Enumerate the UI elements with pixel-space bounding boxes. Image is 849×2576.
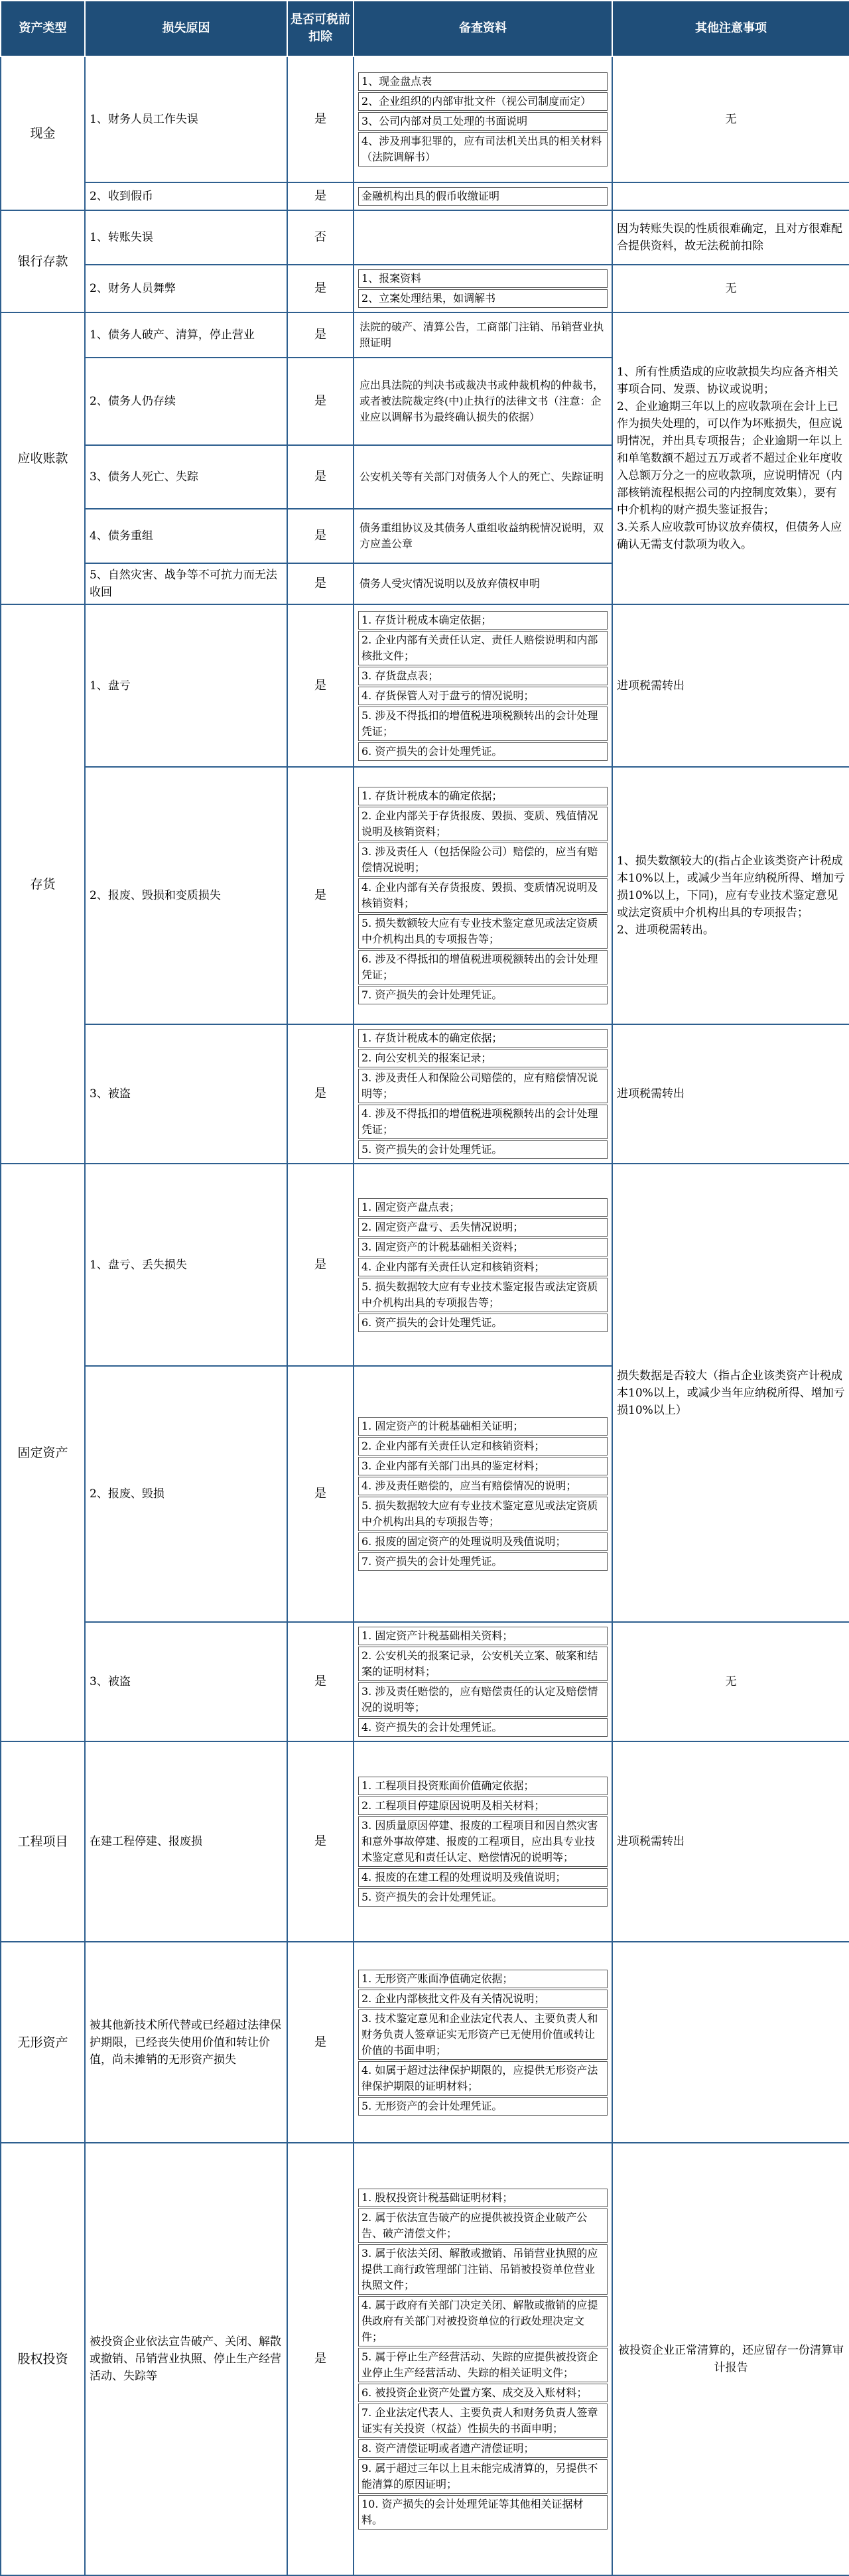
document-list xyxy=(354,2143,612,2575)
document-item: 6. 涉及不得抵扣的增值税进项税额转出的会计处理凭证； xyxy=(358,950,608,984)
table-row xyxy=(1,1942,849,2143)
deductible-flag: 是 xyxy=(287,767,354,1024)
note-cell: 1、损失数额较大的(指占企业该类资产计税成本10%以上，或减少当年应纳税所得、增加亏损10%以上，下同)，应有专业技术鉴定意见或法定资质中介机构出具的专项报告； 2、进项税需转出。 xyxy=(612,767,849,1024)
document-item: 1. 工程项目投资账面价值确定依据； xyxy=(358,1777,608,1795)
category-intangible: 无形资产 xyxy=(1,1942,85,2143)
document-list xyxy=(354,182,612,210)
table-row xyxy=(1,767,849,1024)
deductible-flag: 是 xyxy=(287,1942,354,2143)
document-text: 应出具法院的判决书或裁决书或仲裁机构的仲裁书，或者被法院裁定终(中)止执行的法律文书（注意：企业应以调解书为最终确认损失的依据） xyxy=(354,358,612,445)
document-item: 7. 资产损失的会计处理凭证。 xyxy=(358,1552,608,1571)
loss-reason: 2、收到假币 xyxy=(85,182,287,210)
document-item: 6. 报废的固定资产的处理说明及残值说明； xyxy=(358,1532,608,1551)
document-item: 2. 企业内部有关责任认定和核销资料； xyxy=(358,1437,608,1456)
document-list xyxy=(354,1942,612,2143)
document-item: 1. 无形资产账面净值确定依据； xyxy=(358,1970,608,1988)
document-item: 金融机构出具的假币收缴证明 xyxy=(358,187,608,206)
document-item: 4、涉及刑事犯罪的，应有司法机关出具的相关材料（法院调解书） xyxy=(358,132,608,167)
document-item: 1、报案资料 xyxy=(358,269,608,288)
category-cash: 现金 xyxy=(1,56,85,210)
document-item: 3. 涉及责任人（包括保险公司）赔偿的，应当有赔偿情况说明； xyxy=(358,843,608,877)
deductible-flag: 是 xyxy=(287,1164,354,1366)
note-cell: 无 xyxy=(612,265,849,312)
table-row xyxy=(1,265,849,312)
document-item: 3. 属于依法关闭、解散或撤销、吊销营业执照的应提供工商行政管理部门注销、吊销被投资单位营业执照文件； xyxy=(358,2244,608,2295)
loss-reason: 3、债务人死亡、失踪 xyxy=(85,445,287,509)
deductible-flag: 是 xyxy=(287,265,354,312)
table-row xyxy=(1,1741,849,1942)
note-cell: 进项税需转出 xyxy=(612,1741,849,1942)
loss-reason: 1、债务人破产、清算，停止营业 xyxy=(85,312,287,358)
header-documents: 备查资料 xyxy=(354,1,612,56)
document-item: 2. 企业内部关于存货报废、毁损、变质、残值情况说明及核销资料； xyxy=(358,807,608,841)
document-list xyxy=(354,1622,612,1741)
document-item: 7. 企业法定代表人、主要负责人和财务负责人签章证实有关投资（权益）性损失的书面申明； xyxy=(358,2404,608,2438)
deductible-flag: 是 xyxy=(287,358,354,445)
document-item: 2. 属于依法宣告破产的应提供被投资企业破产公告、破产清偿文件； xyxy=(358,2208,608,2243)
document-item: 3. 企业内部有关部门出具的鉴定材料； xyxy=(358,1457,608,1475)
loss-reason: 5、自然灾害、战争等不可抗力而无法收回 xyxy=(85,563,287,604)
document-list xyxy=(354,56,612,182)
document-item: 2. 固定资产盘亏、丢失情况说明； xyxy=(358,1218,608,1237)
document-item: 6. 资产损失的会计处理凭证。 xyxy=(358,1314,608,1332)
table-row xyxy=(1,312,849,358)
note-cell: 无 xyxy=(612,1622,849,1741)
document-item: 5. 损失数据较大应有专业技术鉴定报告或法定资质中介机构出具的专项报告等； xyxy=(358,1278,608,1312)
document-item: 5. 损失数据较大应有专业技术鉴定意见或法定资质中介机构出具的专项报告等； xyxy=(358,1497,608,1531)
loss-reason: 被其他新技术所代替或已经超过法律保护期限，已经丧失使用价值和转让价值，尚未摊销的无形资产损失 xyxy=(85,1942,287,2143)
loss-reason: 2、报废、毁损和变质损失 xyxy=(85,767,287,1024)
deductible-flag: 否 xyxy=(287,210,354,265)
document-item: 5. 资产损失的会计处理凭证。 xyxy=(358,1140,608,1159)
document-item: 3. 涉及责任赔偿的，应有赔偿责任的认定及赔偿情况的说明等； xyxy=(358,1682,608,1717)
document-item: 5. 涉及不得抵扣的增值税进项税额转出的会计处理凭证； xyxy=(358,707,608,741)
note-cell: 因为转账失误的性质很难确定，且对方很难配合提供资料，故无法税前扣除 xyxy=(612,210,849,265)
loss-reason: 1、财务人员工作失误 xyxy=(85,56,287,182)
document-item: 6. 资产损失的会计处理凭证。 xyxy=(358,742,608,761)
document-item: 3. 技术鉴定意见和企业法定代表人、主要负责人和财务负责人签章证实无形资产已无使用价值或转让价值的书面申明； xyxy=(358,2009,608,2060)
table-row xyxy=(1,1024,849,1164)
document-text: 债务人受灾情况说明以及放弃债权申明 xyxy=(354,563,612,604)
document-item: 4. 涉及责任赔偿的，应当有赔偿情况的说明； xyxy=(358,1477,608,1495)
note-cell: 进项税需转出 xyxy=(612,604,849,767)
document-list xyxy=(354,1164,612,1366)
table-row xyxy=(1,1622,849,1741)
category-bank: 银行存款 xyxy=(1,210,85,312)
document-item: 2. 公安机关的报案记录，公安机关立案、破案和结案的证明材料； xyxy=(358,1647,608,1681)
deductible-flag: 是 xyxy=(287,604,354,767)
document-item: 1. 存货计税成本确定依据； xyxy=(358,611,608,630)
document-item: 1、现金盘点表 xyxy=(358,72,608,91)
category-fixed-assets: 固定资产 xyxy=(1,1164,85,1741)
deductible-flag: 是 xyxy=(287,182,354,210)
note-cell: 1、所有性质造成的应收款损失均应备齐相关事项合同、发票、协议或说明； 2、企业逾期三年以上的应收款项在会计上已作为损失处理的，可以作为坏账损失，但应说明情况，并出具专项报告；企业逾期一年以上和单笔数额不超过五万或者不超过企业年度收入总额万分之一的应收款项，应说明情况（内部核销流程根据公司的内控制度效集），要有中介机构的财产损失鉴证报告； 3.关系人应收款可协议放弃债权，但债务人应确认无需支付款项为收入。 xyxy=(612,312,849,604)
header-deductible: 是否可税前扣除 xyxy=(287,1,354,56)
document-item: 2. 工程项目停建原因说明及相关材料； xyxy=(358,1796,608,1815)
deductible-flag: 是 xyxy=(287,1741,354,1942)
document-item: 2、企业组织的内部审批文件（视公司制度而定） xyxy=(358,92,608,111)
document-item: 1. 存货计税成本的确定依据； xyxy=(358,787,608,805)
loss-reason: 在建工程停建、报废损 xyxy=(85,1741,287,1942)
category-project: 工程项目 xyxy=(1,1741,85,1942)
document-item: 5. 资产损失的会计处理凭证。 xyxy=(358,1888,608,1907)
loss-reason: 2、报废、毁损 xyxy=(85,1366,287,1622)
deductible-flag: 是 xyxy=(287,509,354,563)
document-list xyxy=(354,210,612,265)
loss-reason: 1、盘亏、丢失损失 xyxy=(85,1164,287,1366)
document-item: 5. 属于停止生产经营活动、失踪的应提供被投资企业停止生产经营活动、失踪的相关证明文件； xyxy=(358,2348,608,2382)
deductible-flag: 是 xyxy=(287,445,354,509)
loss-reason: 3、被盗 xyxy=(85,1622,287,1741)
table-row xyxy=(1,210,849,265)
document-item: 4. 企业内部有关存货报废、毁损、变质情况说明及核销资料； xyxy=(358,878,608,913)
loss-reason: 4、债务重组 xyxy=(85,509,287,563)
document-item: 1. 固定资产的计税基础相关证明； xyxy=(358,1417,608,1436)
document-list xyxy=(354,1366,612,1622)
document-item: 6. 被投资企业资产处置方案、成交及入账材料； xyxy=(358,2384,608,2402)
deductible-flag: 是 xyxy=(287,56,354,182)
deductible-flag: 是 xyxy=(287,312,354,358)
loss-reason: 3、被盗 xyxy=(85,1024,287,1164)
document-item: 4. 涉及不得抵扣的增值税进项税额转出的会计处理凭证； xyxy=(358,1105,608,1139)
table-row xyxy=(1,1164,849,1366)
document-item: 4. 报废的在建工程的处理说明及残值说明； xyxy=(358,1868,608,1887)
note-cell: 损失数据是否较大（指占企业该类资产计税成本10%以上，或减少当年应纳税所得、增加亏损10%以上） xyxy=(612,1164,849,1622)
loss-reason: 被投资企业依法宣告破产、关闭、解散或撤销、吊销营业执照、停止生产经营活动、失踪等 xyxy=(85,2143,287,2575)
document-item: 7. 资产损失的会计处理凭证。 xyxy=(358,986,608,1004)
deductible-flag: 是 xyxy=(287,1622,354,1741)
document-item: 3. 涉及责任人和保险公司赔偿的，应有赔偿情况说明等； xyxy=(358,1069,608,1103)
table-row xyxy=(1,182,849,210)
note-cell xyxy=(612,1942,849,2143)
loss-reason: 2、债务人仍存续 xyxy=(85,358,287,445)
note-cell: 被投资企业正常清算的，还应留存一份清算审计报告 xyxy=(612,2143,849,2575)
header-notes: 其他注意事项 xyxy=(612,1,849,56)
document-item: 1. 固定资产盘点表； xyxy=(358,1198,608,1217)
document-item: 3、公司内部对员工处理的书面说明 xyxy=(358,112,608,131)
note-cell xyxy=(612,182,849,210)
document-item: 2. 企业内部核批文件及有关情况说明； xyxy=(358,1990,608,2008)
document-item: 3. 存货盘点表； xyxy=(358,667,608,685)
document-item: 5. 无形资产的会计处理凭证。 xyxy=(358,2097,608,2116)
document-item: 2、立案处理结果，如调解书 xyxy=(358,289,608,308)
category-equity: 股权投资 xyxy=(1,2143,85,2575)
document-list xyxy=(354,767,612,1024)
document-item: 4. 存货保管人对于盘亏的情况说明； xyxy=(358,687,608,705)
deductible-flag: 是 xyxy=(287,2143,354,2575)
document-item: 3. 因质量原因停建、报废的工程项目和因自然灾害和意外事故停建、报废的工程项目，应出具专业技术鉴定意见和责任认定、赔偿情况的说明等； xyxy=(358,1816,608,1867)
document-item: 1. 股权投资计税基础证明材料； xyxy=(358,2189,608,2207)
document-list xyxy=(354,604,612,767)
document-item: 1. 固定资产计税基础相关资料； xyxy=(358,1627,608,1645)
header-row xyxy=(1,1,849,56)
category-inventory: 存货 xyxy=(1,604,85,1164)
document-item: 4. 资产损失的会计处理凭证。 xyxy=(358,1718,608,1737)
deductible-flag: 是 xyxy=(287,1024,354,1164)
document-text: 公安机关等有关部门对债务人个人的死亡、失踪证明 xyxy=(354,445,612,509)
document-item: 2. 企业内部有关责任认定、责任人赔偿说明和内部核批文件； xyxy=(358,631,608,665)
table-row xyxy=(1,604,849,767)
note-cell: 进项税需转出 xyxy=(612,1024,849,1164)
deductible-flag: 是 xyxy=(287,563,354,604)
document-item: 10. 资产损失的会计处理凭证等其他相关证据材料。 xyxy=(358,2495,608,2530)
loss-reason: 2、财务人员舞弊 xyxy=(85,265,287,312)
document-item: 9. 属于超过三年以上且未能完成清算的，另提供不能清算的原因证明； xyxy=(358,2459,608,2494)
loss-reason: 1、盘亏 xyxy=(85,604,287,767)
document-list xyxy=(354,265,612,312)
deductible-flag: 是 xyxy=(287,1366,354,1622)
document-item: 4. 属于政府有关部门决定关闭、解散或撤销的应提供政府有关部门对被投资单位的行政处理决定文件； xyxy=(358,2296,608,2346)
document-item: 4. 企业内部有关责任认定和核销资料； xyxy=(358,1258,608,1276)
document-item: 8. 资产清偿证明或者遗产清偿证明； xyxy=(358,2439,608,2458)
document-item: 1. 存货计税成本的确定依据； xyxy=(358,1029,608,1048)
loss-reason: 1、转账失误 xyxy=(85,210,287,265)
document-item: 2. 向公安机关的报案记录； xyxy=(358,1049,608,1067)
document-text: 法院的破产、清算公告，工商部门注销、吊销营业执照证明 xyxy=(354,312,612,358)
table-row xyxy=(1,56,849,182)
document-list xyxy=(354,1741,612,1942)
category-ar: 应收账款 xyxy=(1,312,85,604)
header-loss-reason: 损失原因 xyxy=(85,1,287,56)
document-item: 5. 损失数额较大应有专业技术鉴定意见或法定资质中介机构出具的专项报告等； xyxy=(358,914,608,949)
document-list xyxy=(354,1024,612,1164)
document-item: 3. 固定资产的计税基础相关资料； xyxy=(358,1238,608,1256)
document-item: 4. 如属于超过法律保护期限的，应提供无形资产法律保护期限的证明材料； xyxy=(358,2061,608,2096)
document-text: 债务重组协议及其债务人重组收益纳税情况说明，双方应盖公章 xyxy=(354,509,612,563)
header-asset-type: 资产类型 xyxy=(1,1,85,56)
table-row xyxy=(1,2143,849,2575)
note-cell: 无 xyxy=(612,56,849,182)
